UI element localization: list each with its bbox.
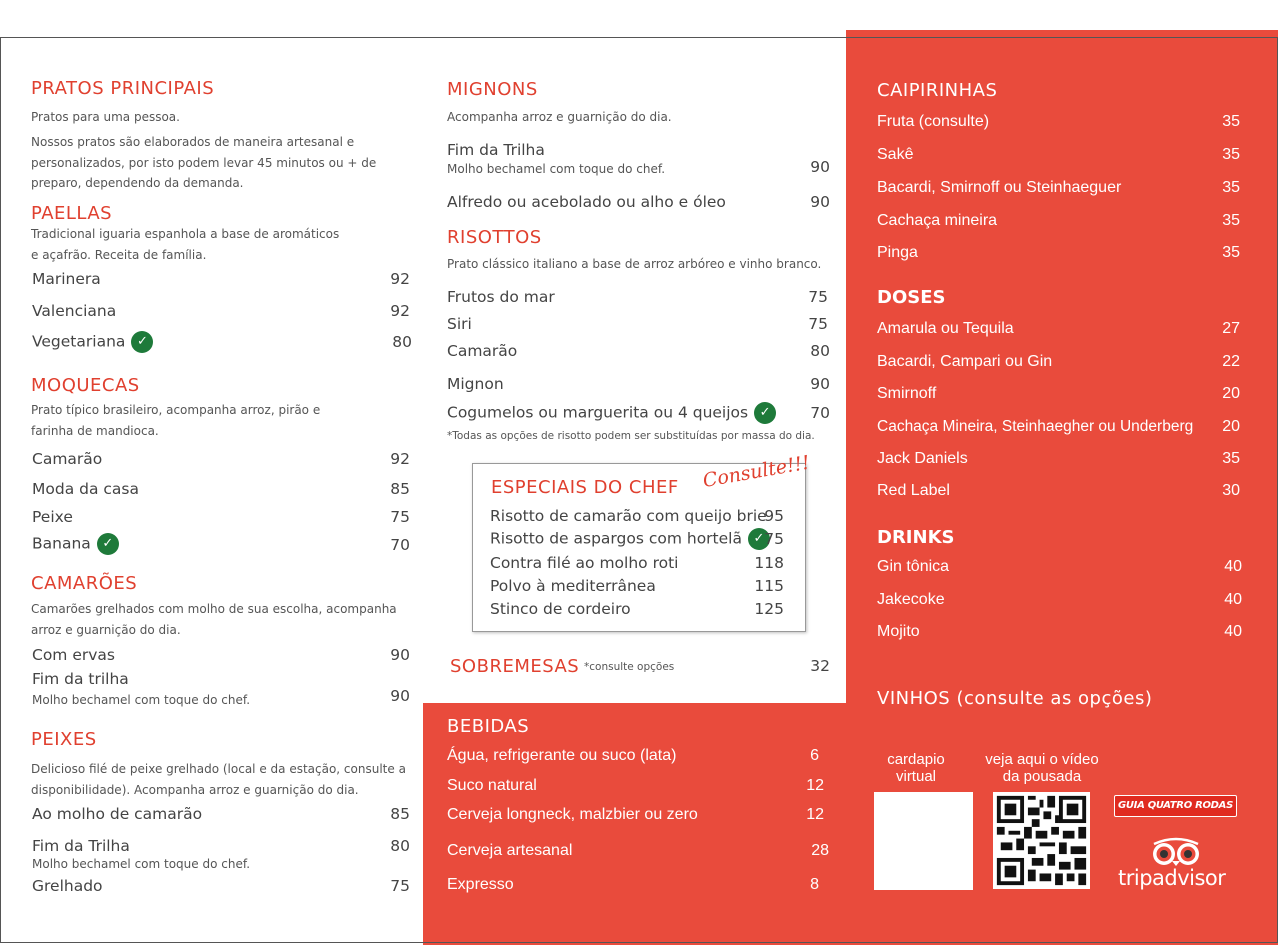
menu-item: Mojito 40 — [877, 623, 1242, 640]
menu-item: Fruta (consulte) 35 — [877, 113, 1240, 130]
menu-item: Jack Daniels 35 — [877, 450, 1240, 467]
menu-item-name: Fim da trilha — [32, 670, 129, 688]
menu-item: Cachaça mineira 35 — [877, 212, 1240, 229]
menu-item: Ao molho de camarão 85 — [32, 805, 410, 823]
section-title-especiais: ESPECIAIS DO CHEF — [491, 477, 679, 498]
sobremesas-note: *consulte opções — [584, 661, 675, 673]
leaf-icon: ✓ — [131, 331, 153, 353]
qr-label-video: veja aqui o vídeo da pousada — [985, 751, 1099, 785]
menu-item: Amarula ou Tequila 27 — [877, 320, 1240, 337]
sobremesas-price: 32 — [810, 657, 830, 675]
owl-icon — [1148, 837, 1204, 867]
pratos-desc-2: personalizados, por isto podem levar 45 minutos ou + de — [31, 156, 377, 170]
section-title-drinks: DRINKS — [877, 527, 955, 548]
menu-item: Risotto de aspargos com hortelã ✓ 75 — [490, 529, 784, 548]
menu-item: Jakecoke 40 — [877, 591, 1242, 608]
qr-label-cardapio: cardapio virtual — [887, 751, 945, 785]
section-title-mignons: MIGNONS — [447, 79, 538, 100]
menu-item-sub: Molho bechamel com toque do chef. — [447, 162, 666, 176]
pratos-desc-1: Nossos pratos são elaborados de maneira artesanal e — [31, 135, 355, 149]
menu-item-price: 90 — [810, 158, 830, 176]
menu-item: Gin tônica 40 — [877, 558, 1242, 575]
moquecas-desc-2: farinha de mandioca. — [31, 424, 159, 438]
section-title-caipirinhas: CAIPIRINHAS — [877, 80, 998, 101]
menu-item: Cogumelos ou marguerita ou 4 queijos ✓ 70 — [447, 403, 830, 422]
consulte-tag: Consulte!!! — [701, 451, 812, 492]
menu-item: Stinco de cordeiro 125 — [490, 600, 784, 618]
menu-item: Contra filé ao molho roti 118 — [490, 554, 784, 572]
risottos-note: *Todas as opções de risotto podem ser substituídas por massa do dia. — [447, 430, 815, 442]
section-title-paellas: PAELLAS — [31, 203, 113, 224]
tripadvisor-logo — [1118, 837, 1238, 893]
qr-code-video[interactable] — [993, 792, 1090, 889]
menu-item: Frutos do mar 75 — [447, 288, 828, 306]
mignons-desc: Acompanha arroz e guarnição do dia. — [447, 110, 672, 124]
leaf-icon: ✓ — [97, 533, 119, 555]
pratos-note: Pratos para uma pessoa. — [31, 110, 180, 124]
menu-item: Smirnoff 20 — [877, 385, 1240, 402]
section-title-camaroes: CAMARÕES — [31, 573, 138, 594]
menu-item: Mignon 90 — [447, 375, 830, 393]
menu-item: Bacardi, Smirnoff ou Steinhaeguer 35 — [877, 179, 1240, 196]
menu-item: Banana ✓ 70 — [32, 534, 410, 554]
menu-item: Expresso 8 — [447, 876, 819, 893]
menu-item-sub: Molho bechamel com toque do chef. — [32, 693, 251, 707]
menu-item: Risotto de camarão com queijo brie 95 — [490, 507, 784, 525]
section-title-sobremesas: SOBREMESAS — [450, 656, 580, 677]
risottos-desc: Prato clássico italiano a base de arroz arbóreo e vinho branco. — [447, 257, 822, 271]
menu-item-sub: Molho bechamel com toque do chef. — [32, 857, 251, 871]
section-title-bebidas: BEBIDAS — [447, 716, 530, 737]
menu-item: Pinga 35 — [877, 244, 1240, 261]
menu-item-price: 90 — [390, 687, 410, 705]
menu-item: Polvo à mediterrânea 115 — [490, 577, 784, 595]
camaroes-desc-2: arroz e guarnição do dia. — [31, 623, 181, 637]
leaf-icon: ✓ — [748, 528, 770, 550]
paellas-desc-1: Tradicional iguaria espanhola a base de aromáticos — [31, 227, 340, 241]
menu-item: Cerveja artesanal 28 — [447, 842, 829, 859]
menu-item: Cachaça Mineira, Steinhaegher ou Underberg 20 — [877, 418, 1240, 435]
peixes-desc-1: Delicioso filé de peixe grelhado (local e da estação, consulte a — [31, 762, 406, 776]
menu-item: Bacardi, Campari ou Gin 22 — [877, 353, 1240, 370]
menu-item: Cerveja longneck, malzbier ou zero 12 — [447, 806, 824, 823]
menu-item: Alfredo ou acebolado ou alho e óleo 90 — [447, 193, 830, 211]
paellas-desc-2: e açafrão. Receita de família. — [31, 248, 207, 262]
section-title-doses: DOSES — [877, 287, 946, 308]
menu-item: Camarão 80 — [447, 342, 830, 360]
menu-item: Grelhado 75 — [32, 877, 410, 895]
pratos-desc-3: preparo, dependendo da demanda. — [31, 176, 244, 190]
section-title-pratos: PRATOS PRINCIPAIS — [31, 78, 215, 99]
section-title-risottos: RISOTTOS — [447, 227, 542, 248]
menu-item: Vegetariana ✓ 80 — [32, 332, 412, 351]
menu-item: Siri 75 — [447, 315, 828, 333]
menu-item: Camarão 92 — [32, 450, 410, 468]
menu-item: Água, refrigerante ou suco (lata) 6 — [447, 747, 819, 764]
menu-item: Suco natural 12 — [447, 777, 824, 794]
leaf-icon: ✓ — [754, 402, 776, 424]
menu-item: Moda da casa 85 — [32, 480, 410, 498]
vinhos-title: VINHOS (consulte as opções) — [877, 688, 1153, 709]
qr-code-cardapio[interactable] — [874, 792, 973, 890]
menu-item: Peixe 75 — [32, 508, 410, 526]
section-title-moquecas: MOQUECAS — [31, 375, 140, 396]
menu-item-name: Fim da Trilha — [447, 141, 545, 159]
tripadvisor-wordmark: tripadvisor — [1118, 866, 1226, 890]
menu-item: Fim da Trilha 80 — [32, 837, 410, 855]
section-title-peixes: PEIXES — [31, 729, 97, 750]
menu-item: Marinera 92 — [32, 270, 410, 288]
camaroes-desc-1: Camarões grelhados com molho de sua escolha, acompanha — [31, 602, 397, 616]
menu-item: Com ervas 90 — [32, 646, 410, 664]
peixes-desc-2: disponibilidade). Acompanha arroz e guarnição do dia. — [31, 783, 359, 797]
menu-item: Valenciana 92 — [32, 302, 410, 320]
moquecas-desc-1: Prato típico brasileiro, acompanha arroz, pirão e — [31, 403, 321, 417]
guia-quatro-rodas-logo: GUIA QUATRO RODAS — [1114, 795, 1237, 817]
menu-item: Red Label 30 — [877, 482, 1240, 499]
qr-code-icon — [993, 792, 1090, 889]
menu-item: Sakê 35 — [877, 146, 1240, 163]
